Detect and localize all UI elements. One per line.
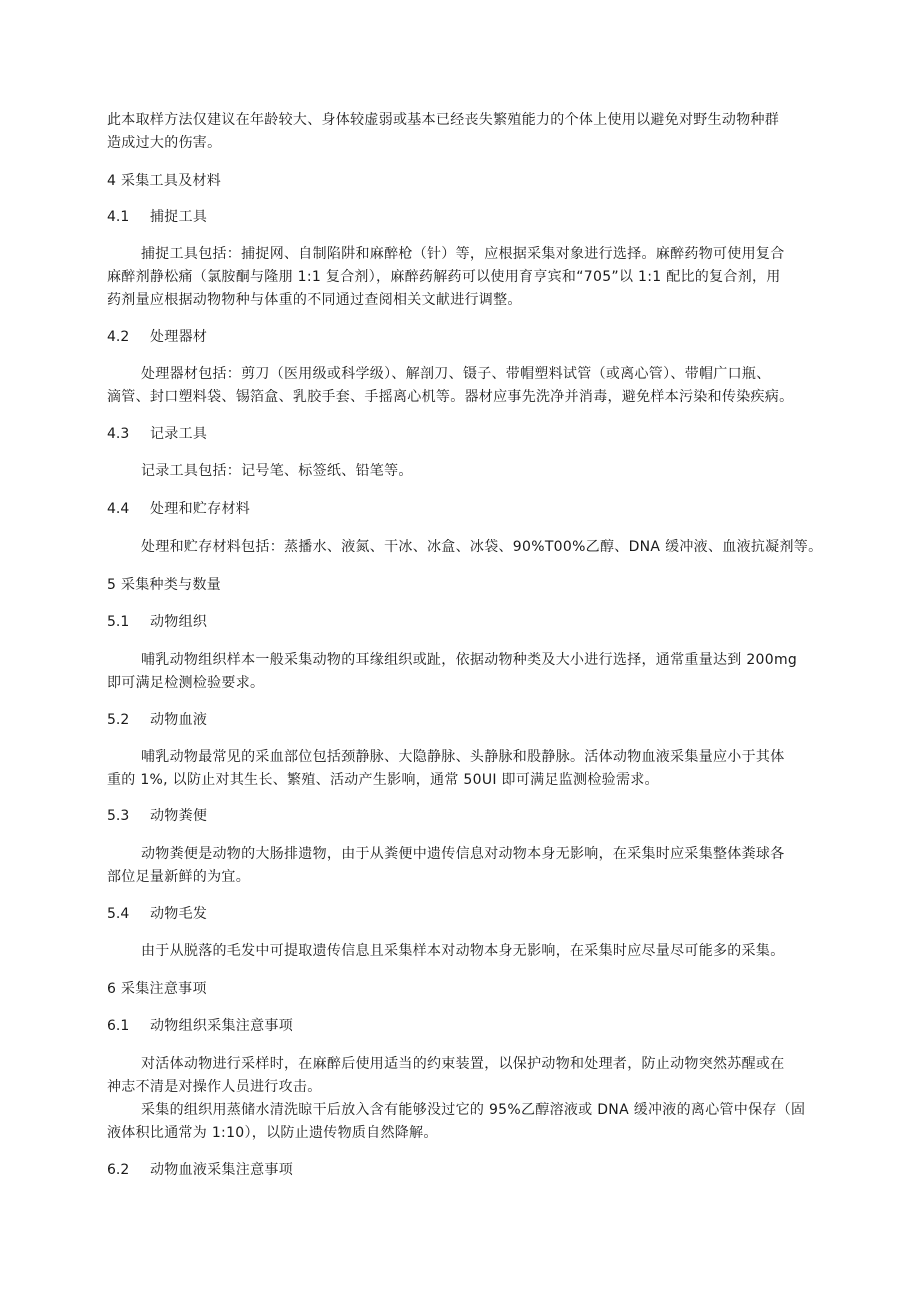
subsection-title: 处理和贮存材料 <box>150 501 251 517</box>
subsection-number: 6.1 <box>107 1018 130 1034</box>
subsection-title: 动物组织 <box>150 614 208 630</box>
subsection-number: 4.4 <box>107 501 130 517</box>
subsection-number: 5.4 <box>107 906 130 922</box>
section-heading-5: 5 采集种类与数量 <box>107 577 222 593</box>
text-line: 处理和贮存材料包括：蒸播水、液氮、干冰、冰盒、冰袋、90%T00%乙醇、DNA 缓冲液、血液抗凝剂等。 <box>141 539 823 555</box>
text-line: 麻醉剂静松痛（氯胺酮与隆朋 1:1 复合剂），麻醉药解药可以使用育亨宾和“705”以 1:1 配比的复合剂，用 <box>107 269 781 285</box>
subsection-title: 动物血液采集注意事项 <box>150 1162 293 1178</box>
subsection-title: 捕捉工具 <box>150 209 208 225</box>
text-line: 滴管、封口塑料袋、锡箔盒、乳胶手套、手摇离心机等。器材应事先洗净并消毒，避免样本污染和传染疾病。 <box>107 389 794 405</box>
subsection-number: 5.3 <box>107 808 130 824</box>
text-line: 神志不清是对操作人员进行攻击。 <box>107 1079 322 1095</box>
text-line: 记录工具包括：记号笔、标签纸、铅笔等。 <box>141 463 413 479</box>
text-line: 由于从脱落的毛发中可提取遗传信息且采集样本对动物本身无影响，在采集时应尽量尽可能多的采集。 <box>141 943 785 959</box>
text-line: 对活体动物进行采样时，在麻醉后使用适当的约束装置，以保护动物和处理者，防止动物突然苏醒或在 <box>141 1056 785 1072</box>
subsection-number: 6.2 <box>107 1162 130 1178</box>
subsection-number: 4.1 <box>107 209 130 225</box>
text-line: 采集的组织用蒸储水清洗晾干后放入含有能够没过它的 95%乙醇溶液或 DNA 缓冲液的离心管中保存（固 <box>141 1102 806 1118</box>
subsection-title: 动物血液 <box>150 712 208 728</box>
text-line: 哺乳动物组织样本一般采集动物的耳缘组织或趾，依据动物种类及大小进行选择，通常重量达到 200mg <box>141 652 798 668</box>
text-line: 重的 1%, 以防止对其生长、繁殖、活动产生影响，通常 50UI 即可满足监测检验需求。 <box>107 772 659 788</box>
subsection-title: 动物组织采集注意事项 <box>150 1018 293 1034</box>
subsection-title: 动物粪便 <box>150 808 208 824</box>
text-line: 造成过大的伤害。 <box>107 135 222 151</box>
subsection-number: 4.3 <box>107 426 130 442</box>
text-line: 哺乳动物最常见的采血部位包括颈静脉、大隐静脉、头静脉和股静脉。活体动物血液采集量应小于其体 <box>141 749 785 765</box>
section-heading-4: 4 采集工具及材料 <box>107 173 222 189</box>
subsection-number: 5.2 <box>107 712 130 728</box>
subsection-title: 处理器材 <box>150 329 208 345</box>
text-line: 处理器材包括：剪刀（医用级或科学级）、解剖刀、镊子、带帽塑料试管（或离心管）、带帽广口瓶、 <box>141 366 771 382</box>
section-heading-6: 6 采集注意事项 <box>107 981 207 997</box>
text-line: 药剂量应根据动物物种与体重的不同通过查阅相关文献进行调整。 <box>107 292 522 308</box>
text-line: 部位足量新鲜的为宜。 <box>107 869 250 885</box>
text-line: 动物粪便是动物的大肠排遗物，由于从粪便中遗传信息对动物本身无影响，在采集时应采集整体粪球各 <box>141 846 785 862</box>
subsection-title: 记录工具 <box>150 426 208 442</box>
text-line: 即可满足检测检验要求。 <box>107 675 265 691</box>
subsection-title: 动物毛发 <box>150 906 208 922</box>
subsection-number: 4.2 <box>107 329 130 345</box>
text-line: 液体积比通常为 1:10），以防止遗传物质自然降解。 <box>107 1125 438 1141</box>
text-line: 捕捉工具包括：捕捉网、自制陷阱和麻醉枪（针）等，应根据采集对象进行选择。麻醉药物可使用复合 <box>141 246 785 262</box>
subsection-number: 5.1 <box>107 614 130 630</box>
text-line: 此本取样方法仅建议在年龄较大、身体较虚弱或基本已经丧失繁殖能力的个体上使用以避免对野生动物种群 <box>107 112 780 128</box>
